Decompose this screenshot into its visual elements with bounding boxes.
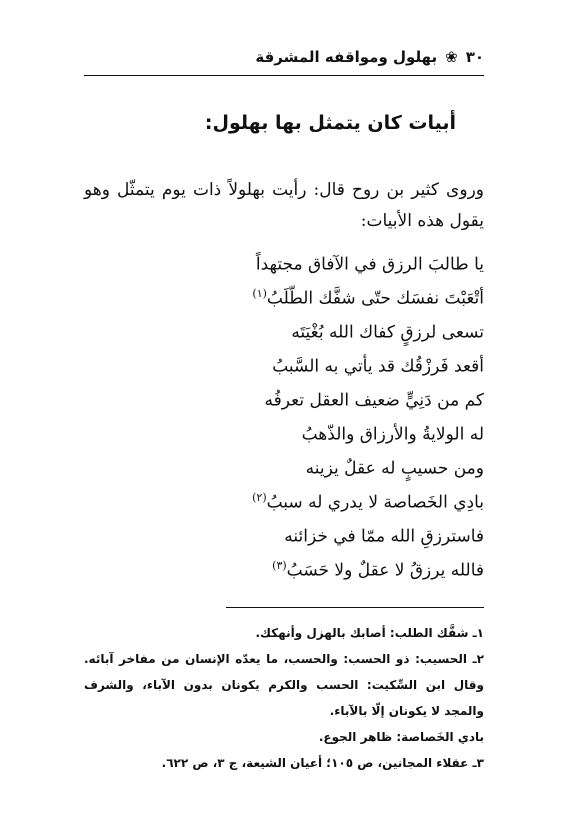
verse-line: تسعى لرزقٍ كفاك الله بُغْيَتَه (291, 322, 484, 343)
verse-line: كم من دَنِيٍّ ضعيف العقل تعرفُه (264, 390, 484, 411)
verse-line: له الولايةُ والأرزاق والذّهبُ (301, 424, 484, 445)
footnote: ٣ـ عقلاء المجانين، ص ١٠٥؛ أعيان الشيعة، ج ٣، ص ٦٢٢. (161, 756, 484, 770)
section-title: أبيات كان يتمثل بها بهلول: (204, 112, 456, 134)
intro-paragraph: وروى كثير بن روح قال: رأيت بهلولاً ذات يوم يتمثّل وهو يقول هذه الأبيات: (84, 180, 484, 231)
verse-line: أتْعَبْتَ نفسَك حتّى شفَّك الطّلَبُ$^{(١)}$ (252, 287, 484, 309)
page-number: ٣٠ (465, 48, 484, 66)
footnote: بادي الخَصاصة: ظاهر الجوع. (318, 730, 484, 744)
running-header (255, 48, 484, 66)
verse-line: بادِي الخَصاصة لا يدري له سببُ$^{(٢)}$ (252, 491, 484, 513)
footnote: ١ـ شفَّك الطلب: أصابك بالهزل وأنهكك. (255, 626, 484, 640)
verse-line: يا طالبَ الرزق في الآفاق مجتهداً (255, 254, 484, 275)
running-title: بهلول ومواقفه المشرقة (255, 48, 438, 66)
verse-line: ومن حسيبٍ له عقلٌ يزينه (305, 458, 484, 479)
footnote-divider (226, 607, 484, 608)
flower-ornament-icon: ❀ (445, 47, 458, 66)
verse-line: فالله يرزقُ لا عقلٌ ولا حَسَبُ$^{(٣)}$ (272, 559, 484, 581)
verse-line: أقعد فَرزْقُك قد يأتي به السَّببُ (272, 356, 484, 377)
header-rule (84, 75, 484, 76)
footnote-marker: (١) (252, 287, 267, 300)
footnote: ٢ـ الحسيب: ذو الحسب: والحسب، ما يعدّه الإنسان من مفاخر آبائه. وقال ابن السِّكيت: الحسب والكرم يكونان بدون الآباء، والشرف والمجد لا يكونان إلّا بالآباء. (84, 652, 484, 718)
footnote-marker: (٢) (252, 491, 267, 504)
footnotes (84, 620, 484, 776)
footnote-marker: (٣) (272, 559, 287, 572)
verse-line: فاسترزقِ الله ممّا في خزائنه (284, 526, 484, 547)
